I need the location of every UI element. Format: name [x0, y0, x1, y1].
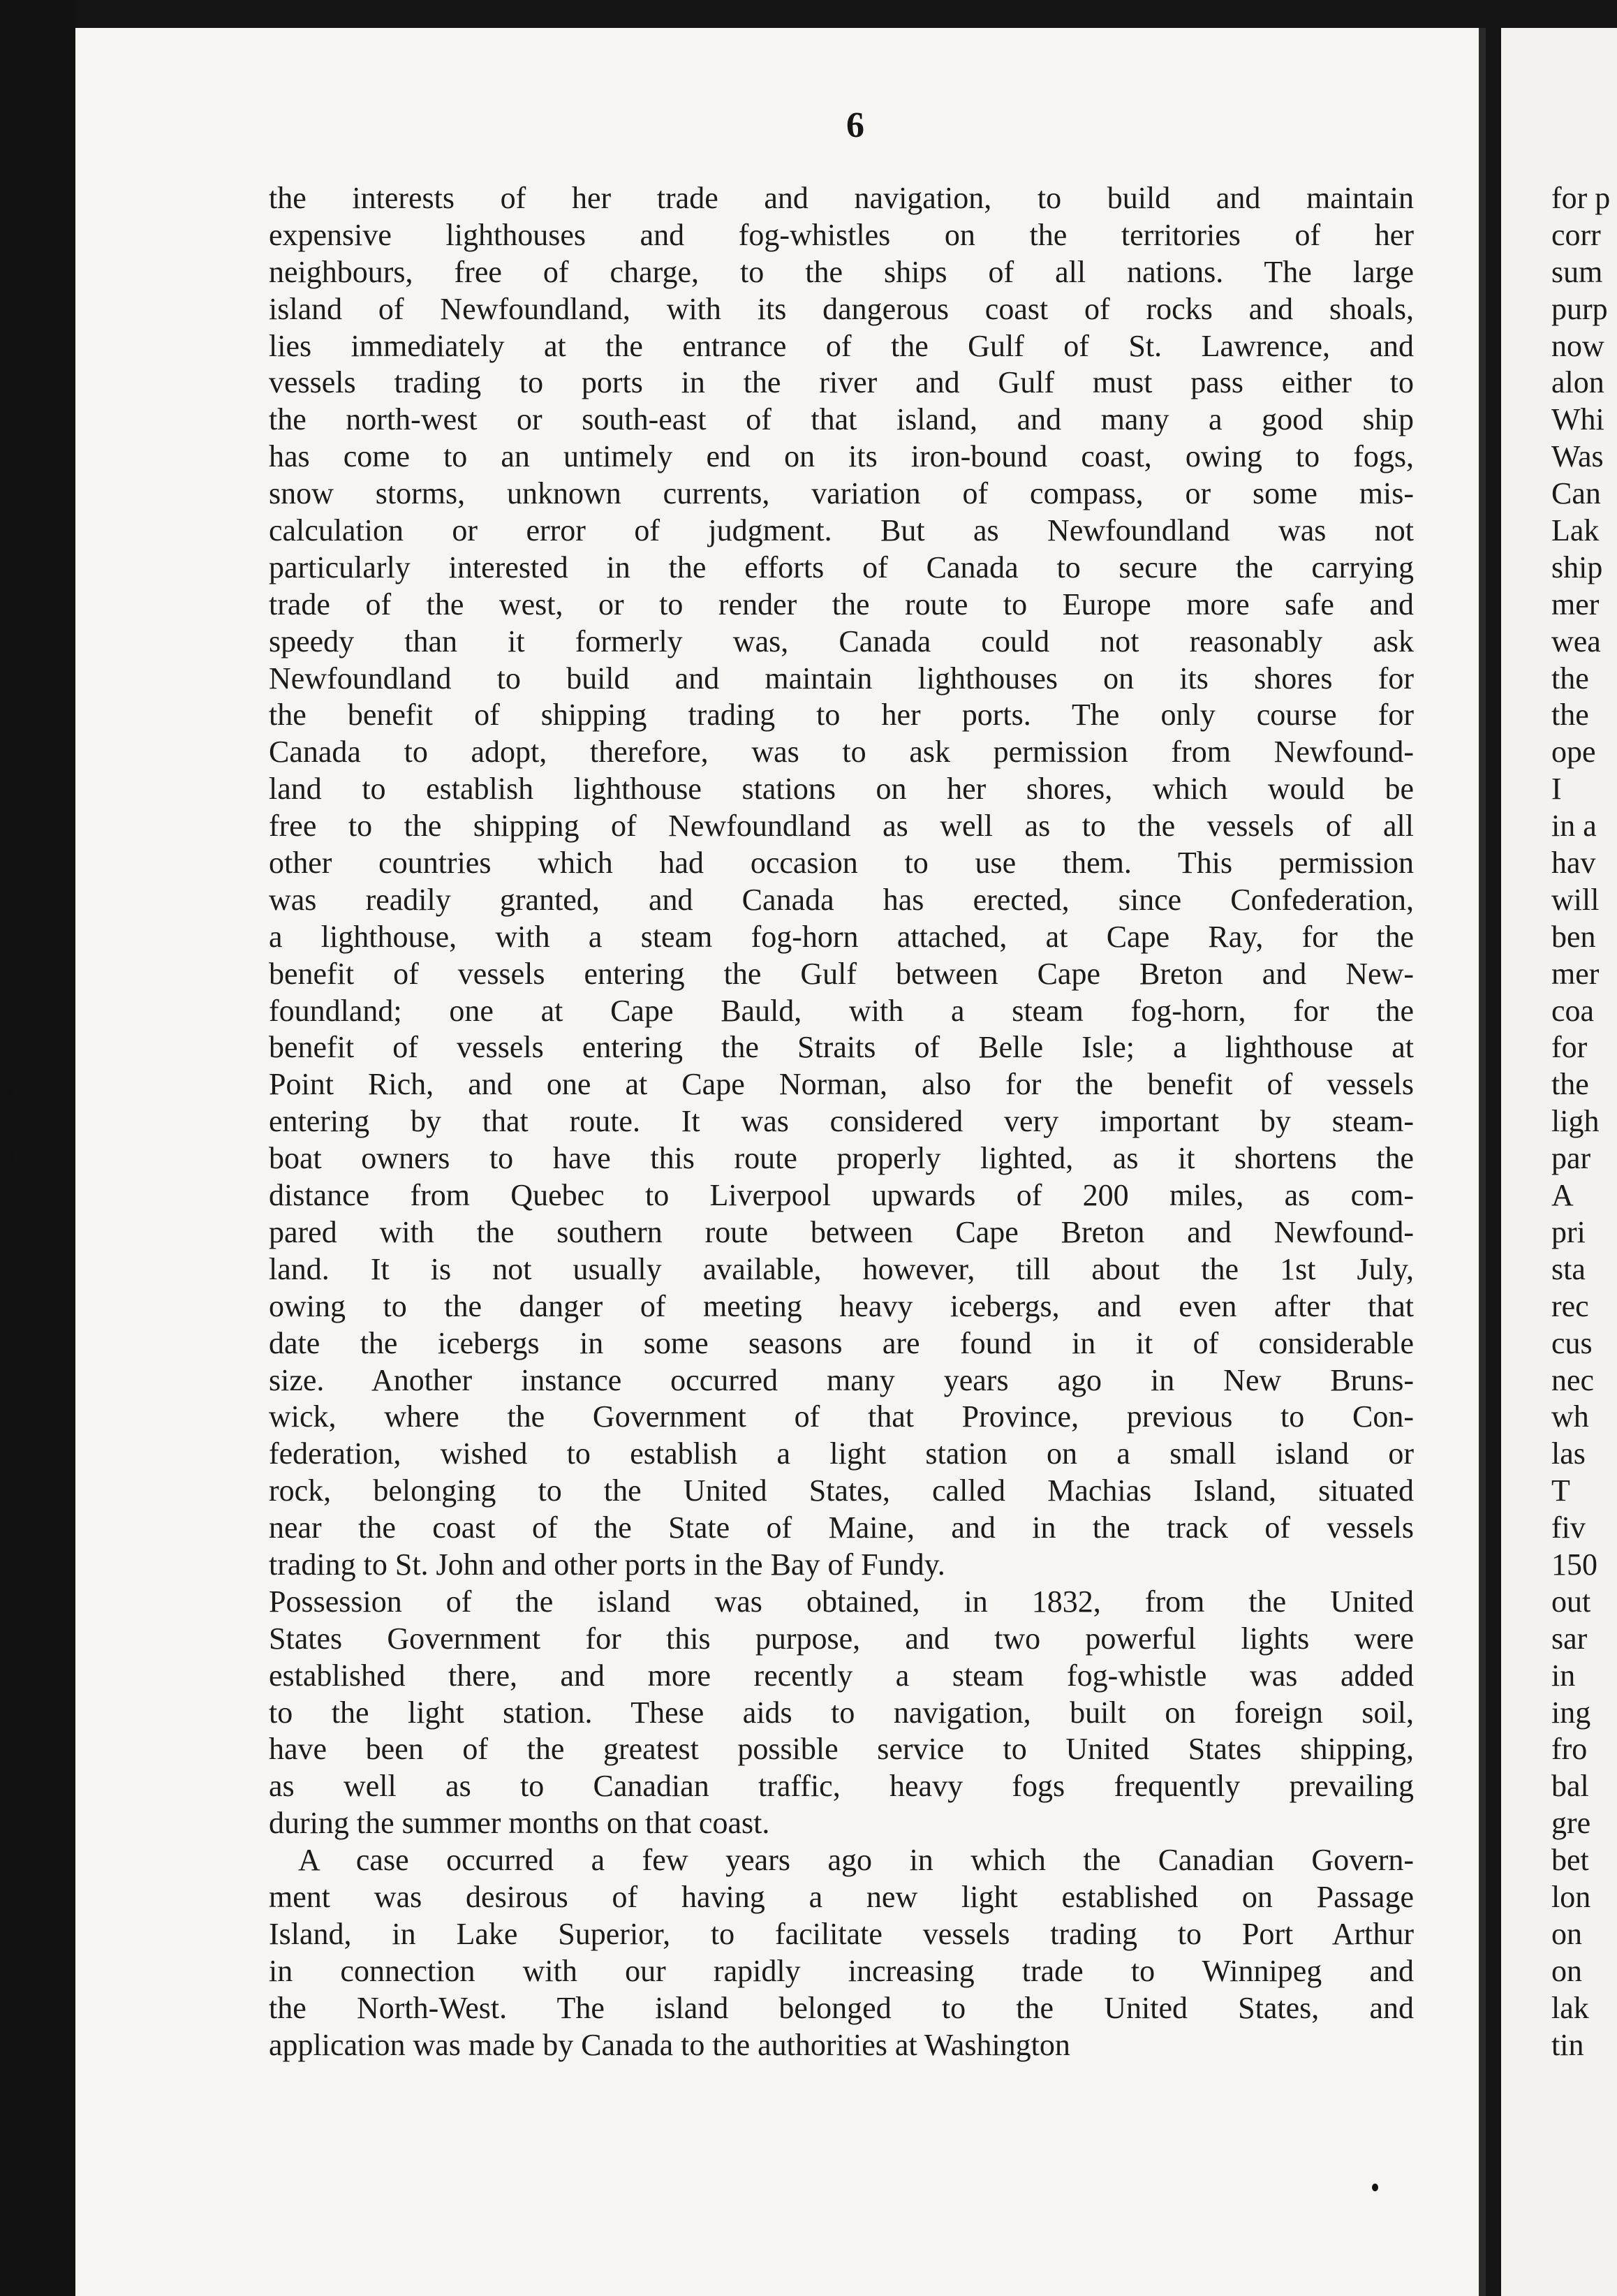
- right-text-fragment: 150: [1551, 1547, 1597, 1582]
- text-line: the interests of her trade and navigation, to build and maintain: [269, 181, 1414, 215]
- text-line: Newfoundland to build and maintain lighthouses on its shores for: [269, 661, 1414, 696]
- text-line: the North-West. The island belonged to the United States, and: [269, 1990, 1414, 2025]
- text-line: have been of the greatest possible service to United States shipping,: [269, 1732, 1414, 1767]
- text-line: date the icebergs in some seasons are found in it of considerable: [269, 1325, 1414, 1360]
- text-line: island of Newfoundland, with its dangerous coast of rocks and shoals,: [269, 291, 1414, 326]
- right-text-fragment: alon: [1551, 365, 1604, 400]
- text-line: neighbours, free of charge, to the ships of all nations. The large: [269, 254, 1414, 289]
- text-line: federation, wished to establish a light station on a small island or: [269, 1436, 1414, 1471]
- page-number: 6: [846, 105, 864, 145]
- right-text-fragment: fiv: [1551, 1510, 1586, 1545]
- right-text-fragment: gre: [1551, 1806, 1591, 1841]
- right-text-fragment: bal: [1551, 1769, 1589, 1804]
- text-line: free to the shipping of Newfoundland as well as to the vessels of all: [269, 809, 1414, 844]
- text-line: States Government for this purpose, and two powerful lights were: [269, 1621, 1414, 1656]
- right-text-fragment: wh: [1551, 1399, 1589, 1434]
- text-line: application was made by Canada to the authorities at Washington: [269, 2027, 1070, 2062]
- right-text-fragment: las: [1551, 1436, 1586, 1471]
- right-text-fragment: in: [1551, 1658, 1576, 1693]
- right-text-fragment: for: [1551, 1030, 1588, 1065]
- right-text-fragment: ben: [1551, 919, 1596, 954]
- right-text-fragment: A: [1551, 1178, 1574, 1213]
- right-text-fragment: nec: [1551, 1362, 1595, 1397]
- text-line: lies immediately at the entrance of the Gulf of St. Lawrence, and: [269, 328, 1414, 363]
- text-line: calculation or error of judgment. But as Newfoundland was not: [269, 513, 1414, 548]
- text-line: foundland; one at Cape Bauld, with a steam fog-horn, for the: [269, 993, 1414, 1028]
- right-text-fragment: sar: [1551, 1621, 1588, 1656]
- text-line: vessels trading to ports in the river and Gulf must pass either to: [269, 365, 1414, 400]
- right-text-fragment: fro: [1551, 1732, 1588, 1767]
- right-text-fragment: sum: [1551, 254, 1603, 289]
- right-text-fragment: par: [1551, 1141, 1591, 1176]
- text-line: entering by that route. It was considered very important by steam-: [269, 1104, 1414, 1139]
- text-line: pared with the southern route between Cape Breton and Newfound-: [269, 1214, 1414, 1249]
- scan-speck: [10, 1152, 14, 1161]
- right-text-fragment: ship: [1551, 550, 1603, 584]
- right-text-fragment: sta: [1551, 1251, 1586, 1286]
- text-line: Canada to adopt, therefore, was to ask permission from Newfound-: [269, 735, 1414, 770]
- right-text-fragment: T: [1551, 1473, 1570, 1508]
- right-text-fragment: Was: [1551, 439, 1604, 474]
- right-text-fragment: I: [1551, 772, 1562, 807]
- text-line: boat owners to have this route properly lighted, as it shortens the: [269, 1141, 1414, 1176]
- right-text-fragment: corr: [1551, 217, 1601, 252]
- right-text-fragment: rec: [1551, 1288, 1589, 1323]
- text-line: as well as to Canadian traffic, heavy fogs frequently prevailing: [269, 1769, 1414, 1804]
- text-line: owing to the danger of meeting heavy icebergs, and even after that: [269, 1288, 1414, 1323]
- right-text-fragment: Whi: [1551, 402, 1604, 437]
- text-line: trading to St. John and other ports in the Bay of Fundy.: [269, 1547, 945, 1582]
- text-line: Island, in Lake Superior, to facilitate vessels trading to Port Arthur: [269, 1916, 1414, 1951]
- right-text-fragment: mer: [1551, 956, 1600, 991]
- right-text-fragment: will: [1551, 882, 1600, 917]
- right-text-fragment: Lak: [1551, 513, 1600, 548]
- text-line: benefit of vessels entering the Gulf between Cape Breton and New-: [269, 956, 1414, 991]
- right-text-fragment: for p: [1551, 181, 1611, 215]
- page-gutter: [1479, 28, 1486, 2296]
- right-text-fragment: on: [1551, 1953, 1582, 1988]
- scan-speck: [1372, 2184, 1378, 2191]
- right-text-fragment: ing: [1551, 1695, 1591, 1730]
- right-text-fragment: the: [1551, 661, 1589, 696]
- text-line: snow storms, unknown currents, variation of compass, or some mis-: [269, 476, 1414, 511]
- right-text-fragment: in a: [1551, 809, 1597, 844]
- right-text-fragment: mer: [1551, 587, 1600, 621]
- text-line: Point Rich, and one at Cape Norman, also for the benefit of vessels: [269, 1067, 1414, 1102]
- text-line: distance from Quebec to Liverpool upwards of 200 miles, as com-: [269, 1178, 1414, 1213]
- text-line: trade of the west, or to render the route to Europe more safe and: [269, 587, 1414, 621]
- right-text-fragment: pri: [1551, 1214, 1586, 1249]
- text-line: to the light station. These aids to navigation, built on foreign soil,: [269, 1695, 1414, 1730]
- text-line: rock, belonging to the United States, called Machias Island, situated: [269, 1473, 1414, 1508]
- left-scan-border: [0, 0, 75, 2296]
- right-text-fragment: ope: [1551, 735, 1596, 770]
- right-text-fragment: on: [1551, 1916, 1582, 1951]
- right-text-fragment: coa: [1551, 993, 1595, 1028]
- right-text-fragment: lon: [1551, 1879, 1591, 1914]
- text-line: A case occurred a few years ago in which the Canadian Govern-: [298, 1843, 1414, 1878]
- body-text: [269, 180, 1414, 2063]
- text-line: land to establish lighthouse stations on her shores, which would be: [269, 772, 1414, 807]
- text-line: benefit of vessels entering the Straits of Belle Isle; a lighthouse at: [269, 1030, 1414, 1065]
- text-line: wick, where the Government of that Province, previous to Con-: [269, 1399, 1414, 1434]
- text-line: speedy than it formerly was, Canada could not reasonably ask: [269, 624, 1414, 658]
- text-line: established there, and more recently a steam fog-whistle was added: [269, 1658, 1414, 1693]
- right-text-fragment: wea: [1551, 624, 1601, 658]
- text-line: the benefit of shipping trading to her ports. The only course for: [269, 698, 1414, 733]
- text-line: land. It is not usually available, however, till about the 1st July,: [269, 1251, 1414, 1286]
- right-text-fragment: purp: [1551, 291, 1608, 326]
- right-text-fragment: Can: [1551, 476, 1601, 511]
- right-text-fragment: now: [1551, 328, 1604, 363]
- right-text-fragment: tin: [1551, 2027, 1584, 2062]
- text-line: the north-west or south-east of that island, and many a good ship: [269, 402, 1414, 437]
- text-line: in connection with our rapidly increasing trade to Winnipeg and: [269, 1953, 1414, 1988]
- text-line: during the summer months on that coast.: [269, 1806, 770, 1841]
- text-line: Possession of the island was obtained, in 1832, from the United: [269, 1584, 1414, 1619]
- text-line: a lighthouse, with a steam fog-horn attached, at Cape Ray, for the: [269, 919, 1414, 954]
- right-text-fragment: ligh: [1551, 1104, 1600, 1139]
- right-text-fragment: out: [1551, 1584, 1591, 1619]
- right-page-fragments: [1551, 180, 1610, 2063]
- right-text-fragment: cus: [1551, 1325, 1593, 1360]
- right-text-fragment: bet: [1551, 1843, 1589, 1878]
- right-text-fragment: the: [1551, 698, 1589, 733]
- text-line: other countries which had occasion to use them. This permission: [269, 846, 1414, 881]
- right-text-fragment: hav: [1551, 846, 1596, 881]
- text-line: particularly interested in the efforts of Canada to secure the carrying: [269, 550, 1414, 584]
- text-line: has come to an untimely end on its iron-bound coast, owing to fogs,: [269, 439, 1414, 474]
- text-line: near the coast of the State of Maine, and in the track of vessels: [269, 1510, 1414, 1545]
- scan-speck: [8, 1088, 13, 1098]
- text-line: ment was desirous of having a new light established on Passage: [269, 1879, 1414, 1914]
- right-text-fragment: lak: [1551, 1990, 1589, 2025]
- text-line: was readily granted, and Canada has erected, since Confederation,: [269, 882, 1414, 917]
- text-line: expensive lighthouses and fog-whistles on the territories of her: [269, 217, 1414, 252]
- text-line: size. Another instance occurred many years ago in New Bruns-: [269, 1362, 1414, 1397]
- right-text-fragment: the: [1551, 1067, 1589, 1102]
